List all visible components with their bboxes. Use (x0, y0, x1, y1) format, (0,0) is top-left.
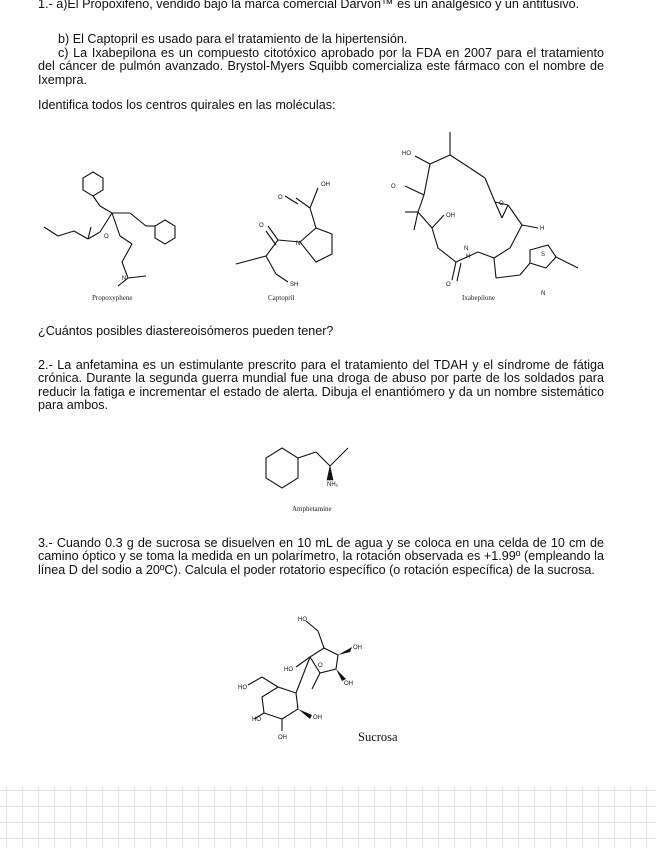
sucrose-hydroxyl-5: HO (238, 685, 247, 691)
ixabepilone-thiazole-sulfur: S (541, 252, 546, 258)
question-2-text: 2.- La anfetamina es un estimulante prescrito para el tratamiento del TDAH y el síndrome de fátiga crónica. Durante la segunda guerra mundial fue una droga de abuso por parte de los soldados para reducir la fatiga e incrementar el estado de alerta. Dibuja el enantiómero y da un nombre sistemático para ambos. (38, 358, 604, 413)
question-1b-text: b) El Captopril es usado para el tratamiento de la hipertensión. (58, 32, 408, 46)
propoxyphene-nitrogen: N (122, 276, 127, 282)
captopril-structure (236, 188, 332, 282)
question-1-structures (0, 0, 656, 330)
ixabepilone-ketone-oxygen: O (391, 184, 396, 190)
captopril-caption: Captopril (268, 294, 295, 302)
ixabepilone-hydroxyl-top: HO (402, 151, 411, 157)
amphetamine-amine: NH₂ (327, 482, 338, 488)
question-1-instruction: Identifica todos los centros quirales en las moléculas: (38, 98, 336, 112)
sucrose-hydroxyl-6: HO (252, 717, 261, 723)
captopril-nitrogen: N (296, 241, 301, 247)
sucrose-hydroxyl-4: HO (284, 667, 293, 673)
question-1c-text: c) La Ixabepilona es un compuesto citotóxico aprobado por la FDA en 2007 para el tratamiento del cáncer de pulmón avanzado. Brystol-Myers Squibb comercializa este fármaco con el nombre de Ixempra. (38, 46, 604, 87)
captopril-thiol: SH (290, 282, 299, 288)
ixabepilone-hydroxyl: OH (446, 213, 455, 219)
ixabepilone-lactam-nitrogen: N (464, 246, 469, 252)
ixabepilone-thiazole-nitrogen: N (541, 291, 546, 297)
captopril-acid-oh: OH (321, 182, 330, 188)
sucrose-structure (0, 605, 656, 755)
question-3-text: 3.- Cuando 0.3 g de sucrosa se disuelven en 10 mL de agua y se coloca en una celda de 10 cm de camino óptico y se toma la medida en un polarímetro, la rotación observada es +1.99º (empleando la línea D del sodio a 20ºC). Calcula el poder rotatorio específico (o rotación específica) de la sucrosa. (38, 536, 604, 577)
sucrose-hydroxyl-1: HO (298, 617, 307, 623)
propoxyphene-structure (44, 172, 175, 286)
propoxyphene-caption: Propoxyphene (92, 294, 133, 302)
propoxyphene-ester-oxygen: O (104, 234, 109, 240)
question-1-diastereomer-question: ¿Cuántos posibles diastereoisómeros pueden tener? (38, 324, 334, 338)
amphetamine-caption: Amphetamine (292, 505, 332, 513)
sucrose-ring-oxygen: O (318, 663, 323, 669)
ixabepilone-epoxide-oxygen: O (499, 201, 504, 207)
sucrose-hydroxyl-7: OH (313, 715, 322, 721)
ixabepilone-lactam-hydrogen: H (466, 254, 471, 260)
question-1a-text: 1.- a)El Propoxifeno, vendido bajo la marca comercial Darvon™ es un analgésico y un antitusivo. (38, 0, 580, 11)
ixabepilone-hydrogen: H (540, 226, 545, 232)
ixabepilone-structure (405, 132, 578, 281)
grid-paper-area (0, 786, 656, 848)
sucrose-hydroxyl-3: OH (344, 681, 353, 687)
sucrose-caption: Sucrosa (358, 730, 398, 744)
ixabepilone-caption: Ixabepilone (462, 294, 496, 302)
amphetamine-structure (0, 430, 656, 510)
captopril-amide-oxygen: O (259, 223, 264, 229)
captopril-acid-oxygen: O (278, 195, 283, 201)
sucrose-hydroxyl-8: OH (278, 735, 287, 741)
ixabepilone-lactam-oxygen: O (446, 282, 451, 288)
sucrose-hydroxyl-2: OH (353, 645, 362, 651)
